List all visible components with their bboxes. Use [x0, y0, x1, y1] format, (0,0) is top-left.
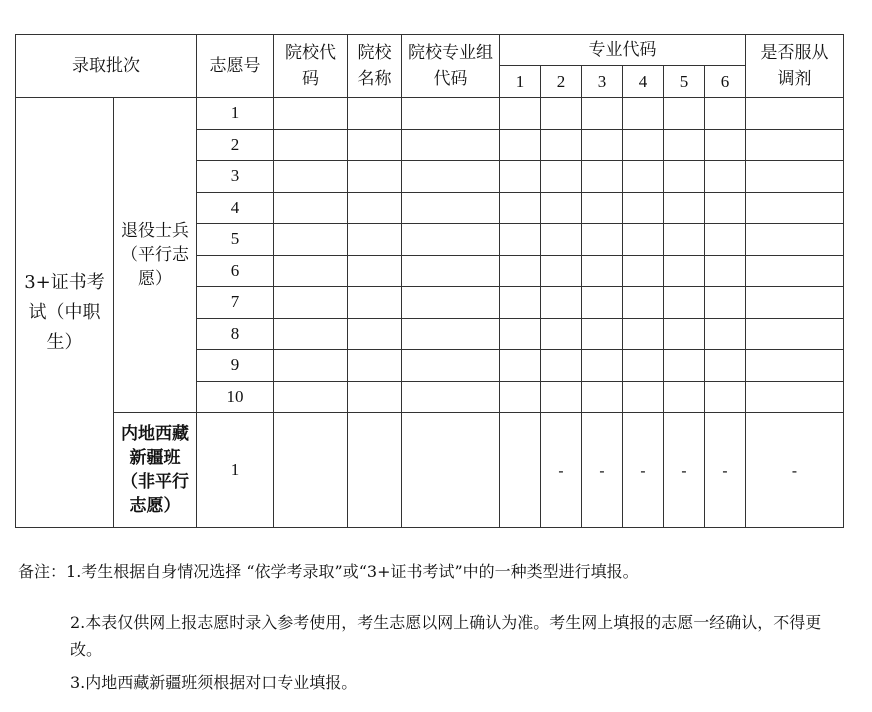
major-code-cell[interactable] [623, 98, 664, 130]
major-code-dash: - [623, 413, 664, 528]
major-code-cell[interactable] [664, 381, 705, 413]
obey-adjust-cell[interactable] [746, 129, 844, 161]
major-group-code-cell[interactable] [402, 192, 500, 224]
volunteer-number: 1 [197, 98, 274, 130]
school-code-cell[interactable] [274, 381, 348, 413]
major-code-cell[interactable] [705, 192, 746, 224]
major-code-dash: - [664, 413, 705, 528]
major-code-cell[interactable] [541, 350, 582, 382]
major-code-cell[interactable] [664, 161, 705, 193]
school-name-cell[interactable] [348, 161, 402, 193]
header-school-code: 院校代码 [274, 35, 348, 98]
major-code-cell[interactable] [500, 381, 541, 413]
school-name-cell[interactable] [348, 255, 402, 287]
obey-adjust-dash: - [746, 413, 844, 528]
major-code-cell[interactable] [705, 98, 746, 130]
major-code-cell[interactable] [582, 192, 623, 224]
major-code-cell[interactable] [541, 192, 582, 224]
header-obey-adjust: 是否服从调剂 [746, 35, 844, 98]
volunteer-number: 4 [197, 192, 274, 224]
major-code-cell[interactable] [664, 287, 705, 319]
major-code-cell[interactable] [582, 287, 623, 319]
major-code-cell[interactable] [705, 318, 746, 350]
major-group-code-cell[interactable] [402, 287, 500, 319]
major-group-code-cell[interactable] [402, 350, 500, 382]
major-group-code-cell[interactable] [402, 255, 500, 287]
major-group-code-cell[interactable] [402, 413, 500, 528]
volunteer-number: 2 [197, 129, 274, 161]
volunteer-form-table [15, 34, 844, 528]
major-code-cell[interactable] [500, 224, 541, 256]
major-code-cell[interactable] [623, 129, 664, 161]
header-major-col-4: 4 [623, 66, 664, 98]
major-group-code-cell[interactable] [402, 318, 500, 350]
major-code-cell[interactable] [623, 350, 664, 382]
major-code-cell[interactable] [500, 98, 541, 130]
major-group-code-cell[interactable] [402, 98, 500, 130]
major-code-cell[interactable] [705, 350, 746, 382]
major-code-cell[interactable] [664, 98, 705, 130]
header-major-col-1: 1 [500, 66, 541, 98]
school-name-cell[interactable] [348, 318, 402, 350]
major-code-cell[interactable] [582, 161, 623, 193]
major-code-cell[interactable] [623, 255, 664, 287]
school-name-cell[interactable] [348, 129, 402, 161]
volunteer-number: 8 [197, 318, 274, 350]
major-code-cell[interactable] [664, 129, 705, 161]
header-major-col-2: 2 [541, 66, 582, 98]
major-code-cell[interactable] [705, 255, 746, 287]
header-major-col-6: 6 [705, 66, 746, 98]
volunteer-number: 1 [197, 413, 274, 528]
major-code-cell[interactable] [541, 381, 582, 413]
major-code-cell[interactable] [623, 381, 664, 413]
major-group-code-cell[interactable] [402, 381, 500, 413]
major-code-cell[interactable] [541, 224, 582, 256]
school-name-cell[interactable] [348, 224, 402, 256]
obey-adjust-cell[interactable] [746, 192, 844, 224]
school-code-cell[interactable] [274, 255, 348, 287]
major-group-code-cell[interactable] [402, 224, 500, 256]
major-code-cell[interactable] [582, 224, 623, 256]
major-code-cell[interactable] [623, 287, 664, 319]
volunteer-number: 3 [197, 161, 274, 193]
note-1 [18, 558, 639, 585]
header-major-col-5: 5 [664, 66, 705, 98]
note-3: 3.内地西藏新疆班须根据对口专业填报。 [70, 673, 358, 692]
obey-adjust-cell[interactable] [746, 350, 844, 382]
school-name-cell[interactable] [348, 350, 402, 382]
volunteer-number: 9 [197, 350, 274, 382]
major-code-cell[interactable] [500, 318, 541, 350]
header-major-group-code: 院校专业组代码 [402, 35, 500, 98]
header-major-code: 专业代码 [500, 35, 746, 66]
notes-prefix: 备注： [18, 562, 67, 581]
major-code-cell[interactable] [705, 129, 746, 161]
volunteer-number: 7 [197, 287, 274, 319]
school-name-cell[interactable] [348, 192, 402, 224]
major-code-dash: - [541, 413, 582, 528]
school-code-cell[interactable] [274, 287, 348, 319]
major-code-cell[interactable] [500, 350, 541, 382]
table-row [16, 98, 844, 130]
major-code-cell[interactable] [623, 224, 664, 256]
obey-adjust-cell[interactable] [746, 161, 844, 193]
major-code-cell[interactable] [500, 287, 541, 319]
obey-adjust-cell[interactable] [746, 318, 844, 350]
major-code-cell[interactable] [623, 192, 664, 224]
school-code-cell[interactable] [274, 161, 348, 193]
note-2: 2.本表仅供网上报志愿时录入参考使用，考生志愿以网上确认为准。考生网上填报的志愿一经确认，不得更改。 [70, 613, 822, 659]
school-code-cell[interactable] [274, 224, 348, 256]
major-code-cell[interactable] [541, 318, 582, 350]
major-code-cell[interactable] [664, 192, 705, 224]
header-batch: 录取批次 [16, 35, 197, 98]
major-code-cell[interactable] [541, 98, 582, 130]
major-code-cell[interactable] [705, 287, 746, 319]
major-code-dash: - [582, 413, 623, 528]
school-code-cell[interactable] [274, 129, 348, 161]
school-code-cell[interactable] [274, 318, 348, 350]
school-code-cell[interactable] [274, 192, 348, 224]
sub-batch-tibet-xinjiang: 内地西藏新疆班（非平行志愿） [114, 413, 197, 528]
major-code-cell[interactable] [705, 161, 746, 193]
major-code-cell[interactable] [582, 381, 623, 413]
major-group-code-cell[interactable] [402, 161, 500, 193]
school-name-cell[interactable] [348, 287, 402, 319]
major-code-dash: - [705, 413, 746, 528]
sub-batch-veterans: 退役士兵（平行志愿） [114, 98, 197, 413]
school-name-cell[interactable] [348, 98, 402, 130]
obey-adjust-cell[interactable] [746, 255, 844, 287]
major-code-cell[interactable] [541, 161, 582, 193]
major-code-cell[interactable] [541, 255, 582, 287]
school-code-cell[interactable] [274, 413, 348, 528]
major-code-cell[interactable] [500, 161, 541, 193]
volunteer-number: 5 [197, 224, 274, 256]
major-code-cell[interactable] [664, 224, 705, 256]
header-volunteer-no: 志愿号 [197, 35, 274, 98]
school-name-cell[interactable] [348, 413, 402, 528]
header-school-name: 院校名称 [348, 35, 402, 98]
batch-main-cell: 3+证书考试（中职生） [16, 98, 114, 528]
major-code-cell[interactable] [582, 129, 623, 161]
major-code-cell[interactable] [500, 413, 541, 528]
obey-adjust-cell[interactable] [746, 287, 844, 319]
major-code-cell[interactable] [541, 129, 582, 161]
volunteer-number: 10 [197, 381, 274, 413]
major-code-cell[interactable] [582, 98, 623, 130]
major-code-cell[interactable] [500, 255, 541, 287]
major-code-cell[interactable] [541, 287, 582, 319]
obey-adjust-cell[interactable] [746, 98, 844, 130]
table-row [16, 413, 844, 528]
school-code-cell[interactable] [274, 98, 348, 130]
obey-adjust-cell[interactable] [746, 381, 844, 413]
major-code-cell[interactable] [623, 161, 664, 193]
obey-adjust-cell[interactable] [746, 224, 844, 256]
major-code-cell[interactable] [705, 381, 746, 413]
volunteer-number: 6 [197, 255, 274, 287]
major-code-cell[interactable] [582, 318, 623, 350]
major-code-cell[interactable] [664, 255, 705, 287]
major-code-cell[interactable] [623, 318, 664, 350]
major-code-cell[interactable] [582, 350, 623, 382]
major-code-cell[interactable] [705, 224, 746, 256]
major-code-cell[interactable] [500, 192, 541, 224]
school-code-cell[interactable] [274, 350, 348, 382]
header-major-col-3: 3 [582, 66, 623, 98]
school-name-cell[interactable] [348, 381, 402, 413]
major-code-cell[interactable] [664, 318, 705, 350]
major-code-cell[interactable] [500, 129, 541, 161]
major-group-code-cell[interactable] [402, 129, 500, 161]
major-code-cell[interactable] [582, 255, 623, 287]
note-1-text: 1.考生根据自身情况选择 “依学考录取”或“3+证书考试”中的一种类型进行填报。 [66, 562, 639, 581]
major-code-cell[interactable] [664, 350, 705, 382]
